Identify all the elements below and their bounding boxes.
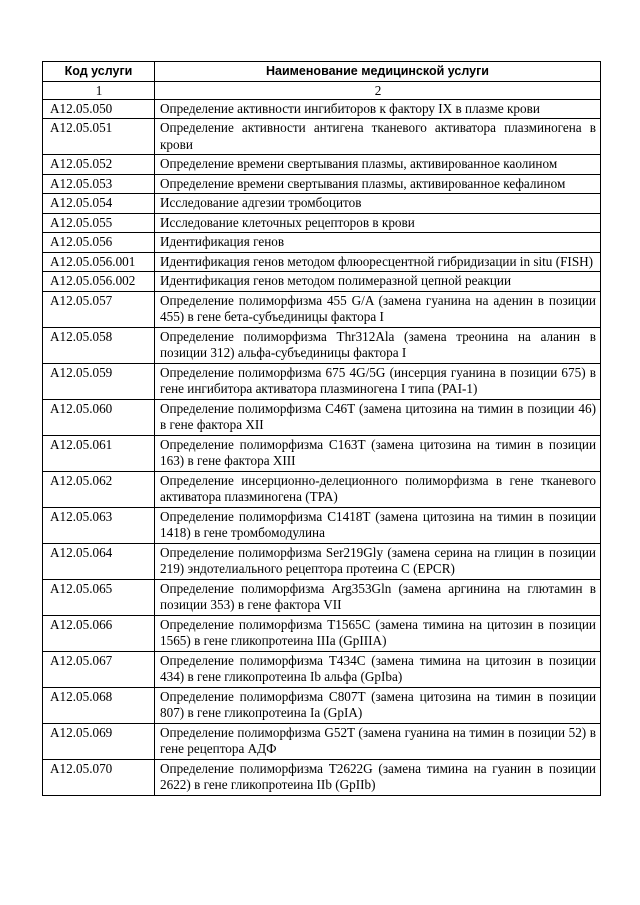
service-code: A12.05.069 bbox=[43, 723, 155, 759]
service-code: A12.05.054 bbox=[43, 194, 155, 214]
service-code: A12.05.070 bbox=[43, 759, 155, 795]
service-code: A12.05.059 bbox=[43, 363, 155, 399]
table-row bbox=[43, 252, 601, 272]
header-row bbox=[43, 62, 601, 82]
service-name: Определение полиморфизма 455 G/A (замена гуанина на аденин в позиции 455) в гене бета-субъединицы фактора I bbox=[155, 291, 601, 327]
service-name: Идентификация генов bbox=[155, 233, 601, 253]
service-code: A12.05.066 bbox=[43, 615, 155, 651]
table-row bbox=[43, 507, 601, 543]
medical-services-table bbox=[42, 61, 601, 796]
service-code: A12.05.063 bbox=[43, 507, 155, 543]
service-code: A12.05.053 bbox=[43, 174, 155, 194]
header-name: Наименование медицинской услуги bbox=[155, 62, 601, 82]
service-name: Определение времени свертывания плазмы, активированное каолином bbox=[155, 155, 601, 175]
service-name: Определение полиморфизма G52T (замена гуанина на тимин в позиции 52) в гене рецептора АДФ bbox=[155, 723, 601, 759]
table-row bbox=[43, 327, 601, 363]
table-row bbox=[43, 687, 601, 723]
table-row bbox=[43, 651, 601, 687]
service-name: Определение полиморфизма T434C (замена тимина на цитозин в позиции 434) в гене гликопротеина Ib альфа (GpIba) bbox=[155, 651, 601, 687]
document-page bbox=[42, 61, 600, 796]
service-code: A12.05.065 bbox=[43, 579, 155, 615]
table-row bbox=[43, 272, 601, 292]
service-name: Исследование адгезии тромбоцитов bbox=[155, 194, 601, 214]
service-code: A12.05.057 bbox=[43, 291, 155, 327]
table-row bbox=[43, 233, 601, 253]
table-row bbox=[43, 99, 601, 119]
service-name: Идентификация генов методом полимеразной цепной реакции bbox=[155, 272, 601, 292]
service-name: Определение полиморфизма Thr312Ala (замена треонина на аланин в позиции 312) альфа-субъединицы фактора I bbox=[155, 327, 601, 363]
table-row bbox=[43, 543, 601, 579]
service-name: Определение полиморфизма T1565C (замена тимина на цитозин в позиции 1565) в гене гликопротеина IIIa (GpIIIA) bbox=[155, 615, 601, 651]
column-number-1: 1 bbox=[43, 81, 155, 99]
service-code: A12.05.051 bbox=[43, 119, 155, 155]
service-name: Идентификация генов методом флюоресцентной гибридизации in situ (FISH) bbox=[155, 252, 601, 272]
column-number-row bbox=[43, 81, 601, 99]
service-code: A12.05.062 bbox=[43, 471, 155, 507]
service-code: A12.05.055 bbox=[43, 213, 155, 233]
table-row bbox=[43, 759, 601, 795]
service-name: Определение полиморфизма Ser219Gly (замена серина на глицин в позиции 219) эндотелиального рецептора протеина C (EPCR) bbox=[155, 543, 601, 579]
service-name: Определение полиморфизма Arg353Gln (замена аргинина на глютамин в позиции 353) в гене фактора VII bbox=[155, 579, 601, 615]
service-name: Определение полиморфизма T2622G (замена тимина на гуанин в позиции 2622) в гене гликопротеина IIb (GpIIb) bbox=[155, 759, 601, 795]
service-name: Определение полиморфизма C1418T (замена цитозина на тимин в позиции 1418) в гене тромбомодулина bbox=[155, 507, 601, 543]
service-code: A12.05.056 bbox=[43, 233, 155, 253]
table-row bbox=[43, 615, 601, 651]
table-row bbox=[43, 291, 601, 327]
column-number-2: 2 bbox=[155, 81, 601, 99]
service-code: A12.05.060 bbox=[43, 399, 155, 435]
service-code: A12.05.050 bbox=[43, 99, 155, 119]
service-code: A12.05.064 bbox=[43, 543, 155, 579]
table-row bbox=[43, 399, 601, 435]
service-name: Определение полиморфизма C46T (замена цитозина на тимин в позиции 46) в гене фактора XII bbox=[155, 399, 601, 435]
service-name: Определение полиморфизма 675 4G/5G (инсерция гуанина в позиции 675) в гене ингибитора активатора плазминогена I типа (PAI-1) bbox=[155, 363, 601, 399]
header-code: Код услуги bbox=[43, 62, 155, 82]
service-code: A12.05.056.001 bbox=[43, 252, 155, 272]
table-row bbox=[43, 471, 601, 507]
service-name: Определение времени свертывания плазмы, активированное кефалином bbox=[155, 174, 601, 194]
service-name: Определение полиморфизма C807T (замена цитозина на тимин в позиции 807) в гене гликопротеина Ia (GpIA) bbox=[155, 687, 601, 723]
service-name: Определение полиморфизма C163T (замена цитозина на тимин в позиции 163) в гене фактора XIII bbox=[155, 435, 601, 471]
table-row bbox=[43, 155, 601, 175]
service-code: A12.05.061 bbox=[43, 435, 155, 471]
table-row bbox=[43, 174, 601, 194]
service-name: Исследование клеточных рецепторов в крови bbox=[155, 213, 601, 233]
service-code: A12.05.052 bbox=[43, 155, 155, 175]
table-row bbox=[43, 363, 601, 399]
table-row bbox=[43, 723, 601, 759]
service-code: A12.05.058 bbox=[43, 327, 155, 363]
service-name: Определение активности антигена тканевого активатора плазминогена в крови bbox=[155, 119, 601, 155]
table-row bbox=[43, 194, 601, 214]
service-code: A12.05.068 bbox=[43, 687, 155, 723]
service-code: A12.05.067 bbox=[43, 651, 155, 687]
table-row bbox=[43, 119, 601, 155]
table-row bbox=[43, 435, 601, 471]
service-code: A12.05.056.002 bbox=[43, 272, 155, 292]
service-name: Определение инсерционно-делеционного полиморфизма в гене тканевого активатора плазминогена (TPA) bbox=[155, 471, 601, 507]
table-row bbox=[43, 213, 601, 233]
service-name: Определение активности ингибиторов к фактору IX в плазме крови bbox=[155, 99, 601, 119]
table-row bbox=[43, 579, 601, 615]
